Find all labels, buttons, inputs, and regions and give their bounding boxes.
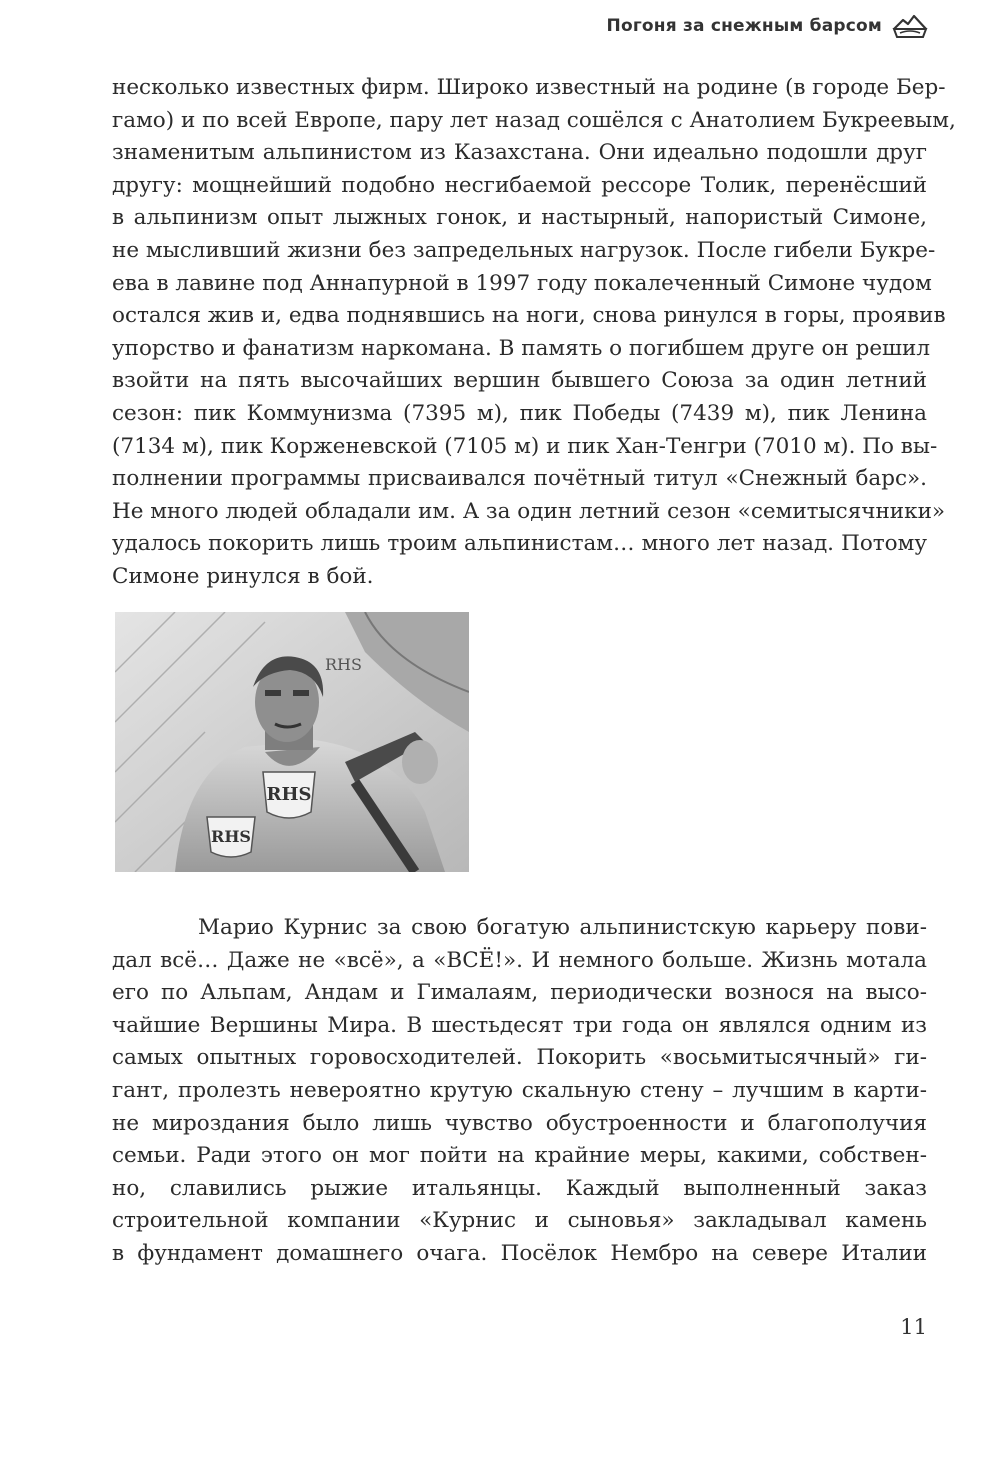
text-line: в фундамент домашнего очага. Посёлок Нембро на севере Италии [112, 1240, 927, 1266]
photo-logo-text: RHS [325, 655, 362, 674]
text-line: строительной компании «Курнис и сыновья» закладывал камень [112, 1208, 927, 1234]
text-line: не мысливший жизни без запредельных нагрузок. После гибели Букре- [112, 237, 936, 263]
text-line: несколько известных фирм. Широко известный на родине (в городе Бер- [112, 75, 946, 100]
photo-logo-text: RHS [266, 784, 312, 805]
page-number: 11 [900, 1315, 927, 1339]
text-line: самых опытных горовосходителей. Покорить «восьмитысячный» ги- [112, 1045, 927, 1071]
text-line: другу: мощнейший подобно несгибаемой рессоре Толик, перенёсший [112, 172, 927, 198]
paragraph-1 [112, 72, 956, 594]
text-line: знаменитым альпинистом из Казахстана. Они идеально подошли друг [112, 140, 927, 166]
text-line: Марио Курнис за свою богатую альпинистскую карьеру пови- [198, 915, 927, 940]
text-line: не мироздания было лишь чувство обустроенности и благополучия [112, 1110, 927, 1136]
running-header [607, 12, 928, 40]
mountain-icon [892, 12, 928, 40]
text-line: ева в лавине под Аннапурной в 1997 году покалеченный Симоне чудом [112, 270, 932, 296]
text-line: гамо) и по всей Европе, пару лет назад сошёлся с Анатолием Букреевым, [112, 107, 956, 133]
text-line: (7134 м), пик Корженевской (7105 м) и пик Хан-Тенгри (7010 м). По вы- [112, 433, 938, 459]
text-line: удалось покорить лишь троим альпинистам… много лет назад. Потому [112, 531, 927, 557]
text-line: полнении программы присваивался почётный титул «Снежный барс». [112, 466, 927, 492]
text-line: остался жив и, едва поднявшись на ноги, снова ринулся в горы, проявив [112, 303, 946, 329]
photo-logo-text: RHS [211, 827, 251, 846]
text-line: Симоне ринулся в бой. [112, 563, 374, 589]
text-line: но, славились рыжие итальянцы. Каждый выполненный заказ [112, 1175, 927, 1201]
text-line: Не много людей обладали им. А за один летний сезон «семитысячники» [112, 498, 946, 524]
text-line: дал всё… Даже не «всё», а «ВСЁ!». И немного больше. Жизнь мотала [112, 947, 927, 973]
text-line: гант, пролезть невероятно крутую скальную стену – лучшим в карти- [112, 1077, 927, 1103]
paragraph-2 [112, 912, 927, 1271]
text-line: чайшие Вершины Мира. В шестьдесят три года он являлся одним из [112, 1012, 927, 1038]
text-line: взойти на пять высочайших вершин бывшего Союза за один летний [112, 368, 927, 394]
text-line: его по Альпам, Андам и Гималаям, периодически вознося на высо- [112, 980, 927, 1006]
climber-photo [115, 612, 469, 872]
text-line: в альпинизм опыт лыжных гонок, и настырный, напористый Симоне, [112, 205, 927, 231]
text-line: упорство и фанатизм наркомана. В память о погибшем друге он решил [112, 335, 931, 361]
running-title: Погоня за снежным барсом [606, 16, 882, 36]
text-line: сезон: пик Коммунизма (7395 м), пик Победы (7439 м), пик Ленина [112, 400, 927, 426]
text-line: семьи. Ради этого он мог пойти на крайние меры, какими, собствен- [112, 1143, 927, 1169]
